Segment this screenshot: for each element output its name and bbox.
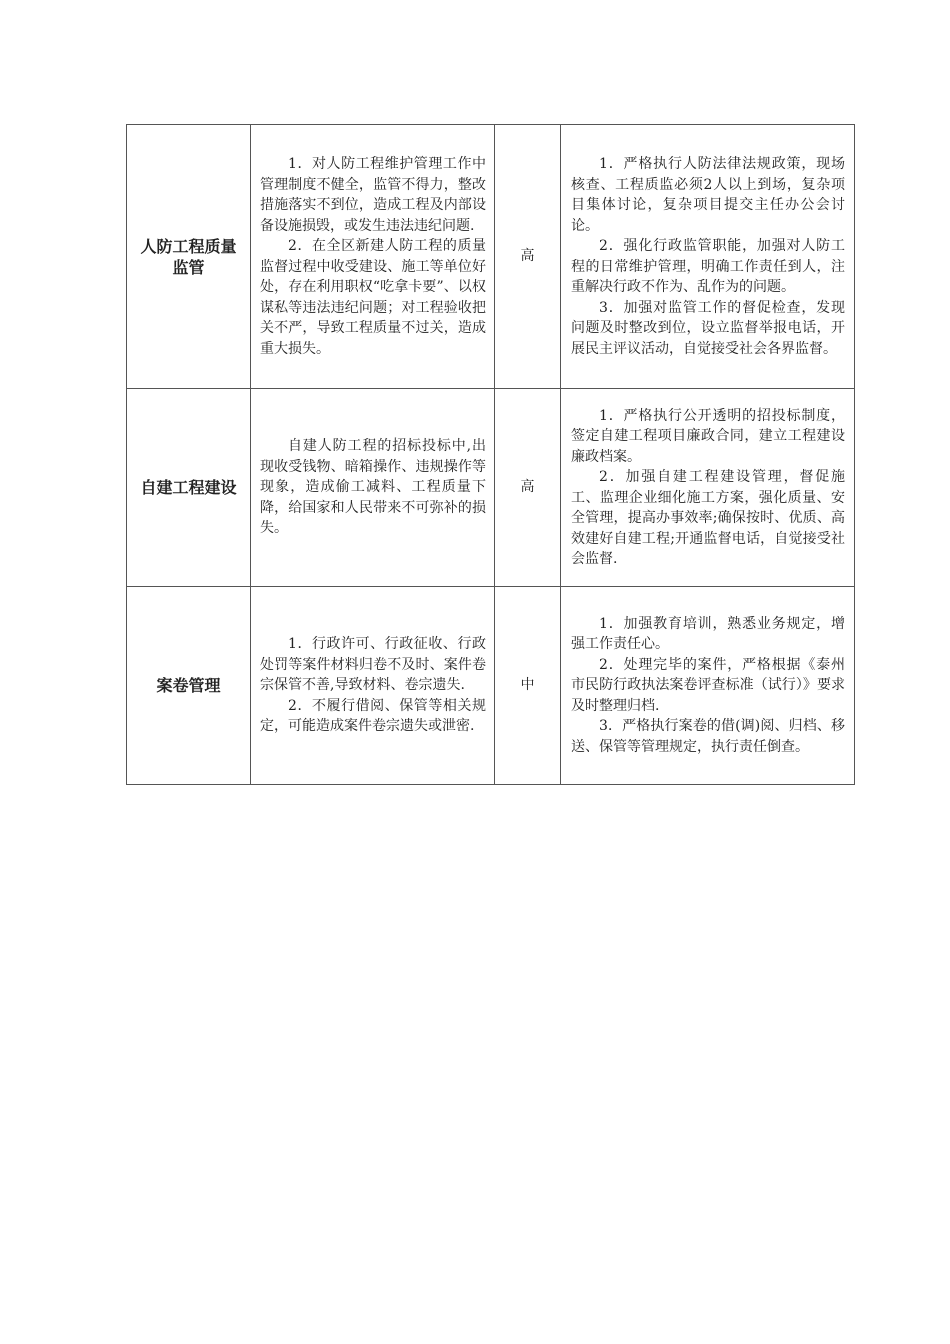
category-cell: 人防工程质量监管 (127, 125, 251, 389)
measure-item: 1．加强教育培训，熟悉业务规定，增强工作责任心。 (571, 615, 845, 653)
measure-item: 2．处理完毕的案件，严格根据《泰州市民防行政执法案卷评查标准（试行）》要求及时整理归档. (571, 656, 845, 714)
prevention-measures-cell (561, 587, 855, 785)
risk-level-cell: 中 (495, 587, 561, 785)
measure-item: 3．严格执行案卷的借(调)阅、归档、移送、保管等管理规定，执行责任倒查。 (571, 718, 845, 755)
risk-description-cell (251, 125, 495, 389)
measure-item: 2．强化行政监管职能，加强对人防工程的日常维护管理，明确工作责任到人，注重解决行政不作为、乱作为的问题。 (571, 238, 845, 295)
measure-item: 1．严格执行人防法律法规政策，现场核查、工程质监必须2人以上到场，复杂项目集体讨论，复杂项目提交主任办公会讨论。 (571, 156, 845, 234)
category-cell: 案卷管理 (127, 587, 251, 785)
risk-description-cell (251, 587, 495, 785)
risk-point: 2．在全区新建人防工程的质量监督过程中收受建设、施工等单位好处，存在利用职权“吃拿卡要”、以权谋私等违法违纪问题；对工程验收把关不严，导致工程质量不过关，造成重大损失。 (260, 238, 486, 357)
risk-point: 1．行政许可、行政征收、行政处罚等案件材料归卷不及时、案件卷宗保管不善,导致材料、卷宗遗失. (260, 636, 486, 694)
prevention-measures-cell (561, 389, 855, 587)
risk-level-cell: 高 (495, 389, 561, 587)
table-row (127, 389, 855, 587)
risk-level-cell: 高 (495, 125, 561, 389)
measure-item: 2．加强自建工程建设管理，督促施工、监理企业细化施工方案，强化质量、安全管理，提高办事效率;确保按时、优质、高效建好自建工程;开通监督电话，自觉接受社会监督. (571, 469, 845, 567)
table-row (127, 587, 855, 785)
risk-point: 1．对人防工程维护管理工作中管理制度不健全，监管不得力，整改措施落实不到位，造成工程及内部设备设施损毁，或发生违法违纪问题. (260, 156, 486, 234)
risk-point: 自建人防工程的招标投标中,出现收受钱物、暗箱操作、违规操作等现象，造成偷工减料、工程质量下降，给国家和人民带来不可弥补的损失。 (260, 438, 486, 537)
risk-table (126, 124, 855, 785)
prevention-measures-cell (561, 125, 855, 389)
risk-description-cell (251, 389, 495, 587)
measure-item: 3．加强对监管工作的督促检查，发现问题及时整改到位，设立监督举报电话，开展民主评议活动，自觉接受社会各界监督。 (571, 299, 845, 357)
category-cell: 自建工程建设 (127, 389, 251, 587)
measure-item: 1．严格执行公开透明的招投标制度，签定自建工程项目廉政合同，建立工程建设廉政档案。 (571, 407, 845, 465)
risk-point: 2．不履行借阅、保管等相关规定，可能造成案件卷宗遗失或泄密. (260, 697, 486, 735)
table-row (127, 125, 855, 389)
